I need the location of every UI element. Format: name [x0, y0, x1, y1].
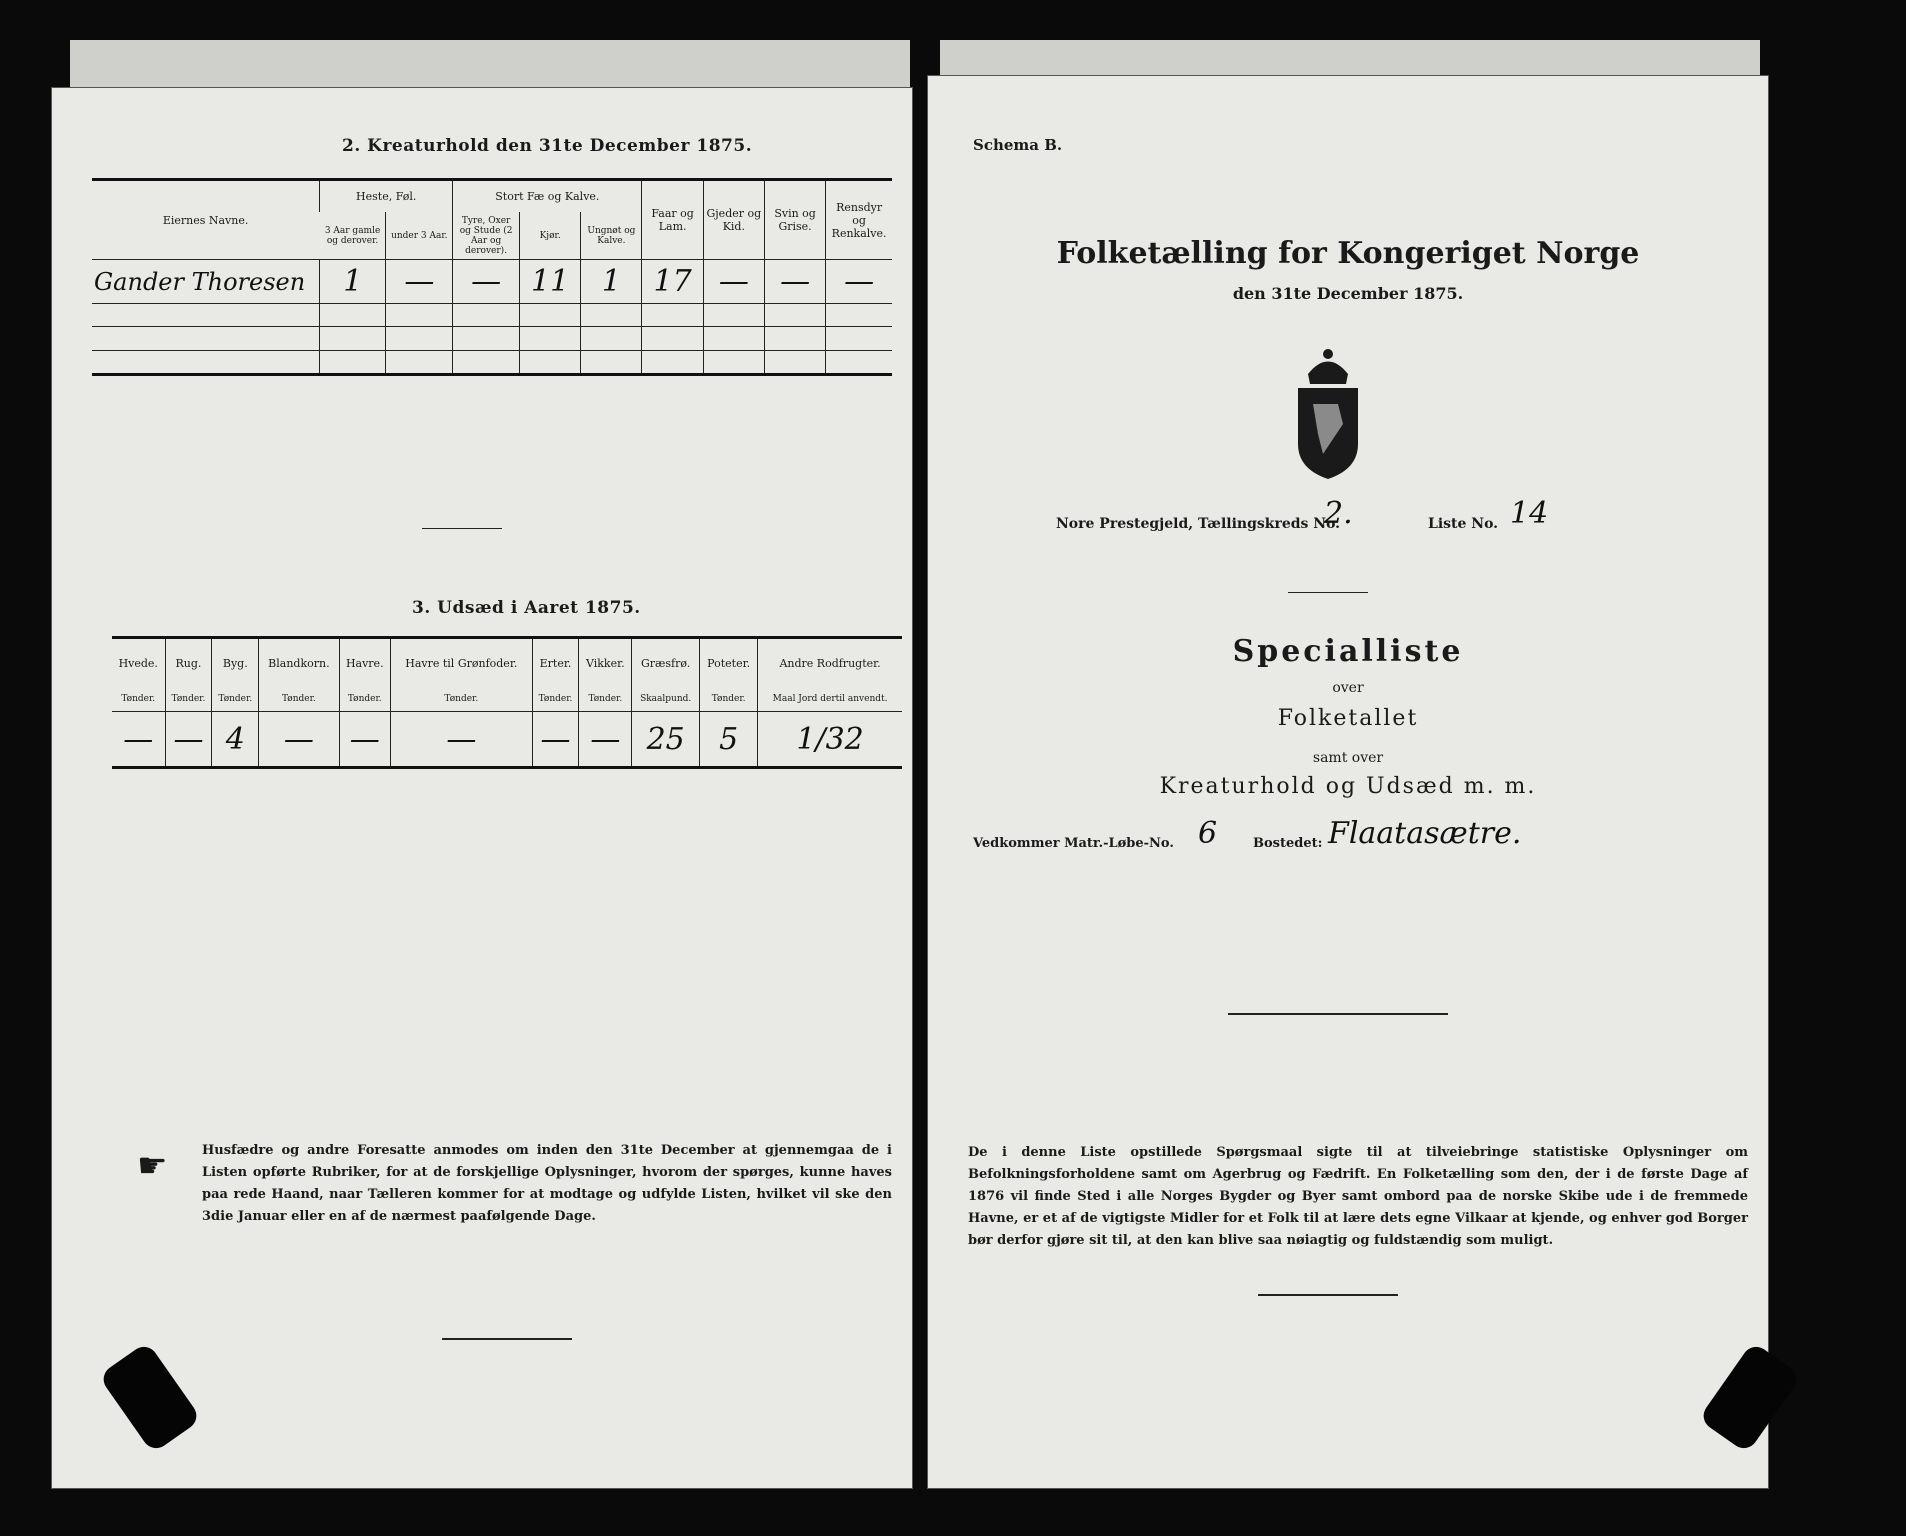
bottom-rule: [1258, 1294, 1398, 1296]
seed-col-header: Byg.: [212, 638, 259, 688]
col-owner-names: Eiernes Navne.: [92, 180, 320, 260]
coat-of-arms-icon: [1278, 344, 1378, 484]
seed-col-header: Rug.: [165, 638, 212, 688]
col-heste-old: 3 Aar gamle og derover.: [324, 225, 381, 246]
divider: [422, 528, 502, 529]
col-heste-young: under 3 Aar.: [386, 212, 453, 260]
value-ungnot: 1: [581, 260, 642, 303]
col-rensdyr: Rensdyr og Renkalve.: [826, 180, 892, 260]
seed-value: —: [532, 712, 579, 768]
seed-col-unit: Skaalpund.: [632, 688, 700, 712]
seed-value: —: [165, 712, 212, 768]
seed-col-unit: Tønder.: [339, 688, 391, 712]
col-kjor: Kjør.: [520, 212, 581, 260]
seed-value: 1/32: [758, 712, 902, 768]
liste-number: 14: [1510, 496, 1549, 531]
folketallet-text: Folketallet: [1277, 706, 1419, 731]
seed-value: —: [391, 712, 533, 768]
matr-number: 6: [1198, 816, 1218, 851]
seed-col-unit: Maal Jord dertil anvendt.: [758, 688, 902, 712]
value-heste-old: 1: [320, 260, 386, 303]
main-title: Folketælling for Kongeriget Norge: [1056, 236, 1640, 271]
right-page: [928, 76, 1768, 1488]
left-page: [52, 88, 912, 1488]
col-svin: Svin og Grise.: [764, 180, 825, 260]
seed-col-header: Vikker.: [579, 638, 632, 688]
seed-value: 4: [212, 712, 259, 768]
seed-col-unit: Tønder.: [259, 688, 339, 712]
seed-col-unit: Tønder.: [700, 688, 758, 712]
kreaturhold-text: Kreaturhold og Udsæd m. m.: [1159, 774, 1537, 799]
seed-table: [112, 636, 902, 769]
value-tyre: —: [453, 260, 520, 303]
section2-title: 2. Kreaturhold den 31te December 1875.: [342, 136, 753, 156]
col-heste: Heste, Føl.: [320, 180, 453, 212]
value-gjeder: —: [703, 260, 764, 303]
seed-col-unit: Tønder.: [532, 688, 579, 712]
value-svin: —: [764, 260, 825, 303]
schema-label: Schema B.: [973, 136, 1063, 154]
seed-col-unit: Tønder.: [579, 688, 632, 712]
bottom-rule: [442, 1338, 572, 1340]
notice-text: Husfædre og andre Foresatte anmodes om inden den 31te December at gjennemgaa de i Listen opførte Rubriker, for at de forskjellige Oplysninger, hvorom der spørges, kunne haves paa rede Haand, naar Tælleren kommer for at modtage og udfylde Listen, hvilket vil ske den 3die Januar eller en af de nærmest paafølgende Dage.: [202, 1143, 892, 1224]
seed-col-header: Blandkorn.: [259, 638, 339, 688]
prestegjeld-label: Nore Prestegjeld, Tællingskreds No.: [1056, 516, 1341, 532]
bostedet-value: Flaatasætre.: [1328, 816, 1522, 851]
seed-value: 5: [700, 712, 758, 768]
pointing-hand-icon: ☛: [137, 1146, 168, 1186]
main-subtitle: den 31te December 1875.: [1232, 284, 1464, 303]
owner-name: Gander Thoresen: [94, 267, 306, 296]
seed-col-header: Poteter.: [700, 638, 758, 688]
tellingskreds-number: 2.: [1324, 496, 1353, 531]
seed-col-header: Erter.: [532, 638, 579, 688]
section3-title: 3. Udsæd i Aaret 1875.: [412, 598, 641, 618]
info-paragraph: De i denne Liste opstillede Spørgsmaal sigte til at tilveiebringe statistiske Oplysninger om Befolkningsforholdene samt om Agerbrug og Fædrift. En Folketælling som den, der i de første Dage af 1876 vil finde Sted i alle Norges Bygder og Byer samt ombord paa de norske Skibe ude i de fremmede Havne, er et af de vigtigste Midler for et Folk til at lære dets egne Vilkaar at kjende, og enhver god Borger bør derfor gjøre sit til, at den kan blive saa nøiagtig og fuldstændig som muligt.: [968, 1145, 1748, 1248]
seed-col-unit: Tønder.: [165, 688, 212, 712]
over-text: over: [1332, 680, 1364, 696]
bostedet-label: Bostedet:: [1253, 836, 1323, 851]
col-ungnot: Ungnøt og Kalve.: [581, 212, 642, 260]
liste-label: Liste No.: [1428, 516, 1499, 532]
value-faar: 17: [642, 260, 703, 303]
seed-col-header: Græsfrø.: [632, 638, 700, 688]
specialliste-heading: Specialliste: [1232, 634, 1464, 669]
livestock-table: [92, 178, 892, 376]
seed-col-header: Havre til Grønfoder.: [391, 638, 533, 688]
samt-over-text: samt over: [1312, 750, 1384, 766]
col-gjeder: Gjeder og Kid.: [703, 180, 764, 260]
divider: [1228, 1013, 1448, 1015]
value-kjor: 11: [520, 260, 581, 303]
seed-col-header: Hvede.: [112, 638, 165, 688]
value-rensdyr: —: [826, 260, 892, 303]
seed-value: —: [339, 712, 391, 768]
col-faar: Faar og Lam.: [642, 180, 703, 260]
seed-col-unit: Tønder.: [121, 694, 156, 705]
matr-label: Vedkommer Matr.-Løbe-No.: [973, 836, 1174, 851]
seed-value: —: [259, 712, 339, 768]
seed-value: —: [112, 712, 165, 768]
seed-value: —: [579, 712, 632, 768]
seed-col-unit: Tønder.: [212, 688, 259, 712]
divider: [1288, 592, 1368, 593]
value-heste-young: —: [386, 260, 453, 303]
col-tyre: Tyre, Oxer og Stude (2 Aar og derover).: [453, 212, 520, 260]
col-stort-fae: Stort Fæ og Kalve.: [453, 180, 642, 212]
seed-col-header: Havre.: [339, 638, 391, 688]
seed-col-unit: Tønder.: [391, 688, 533, 712]
seed-col-header: Andre Rodfrugter.: [758, 638, 902, 688]
seed-value: 25: [632, 712, 700, 768]
